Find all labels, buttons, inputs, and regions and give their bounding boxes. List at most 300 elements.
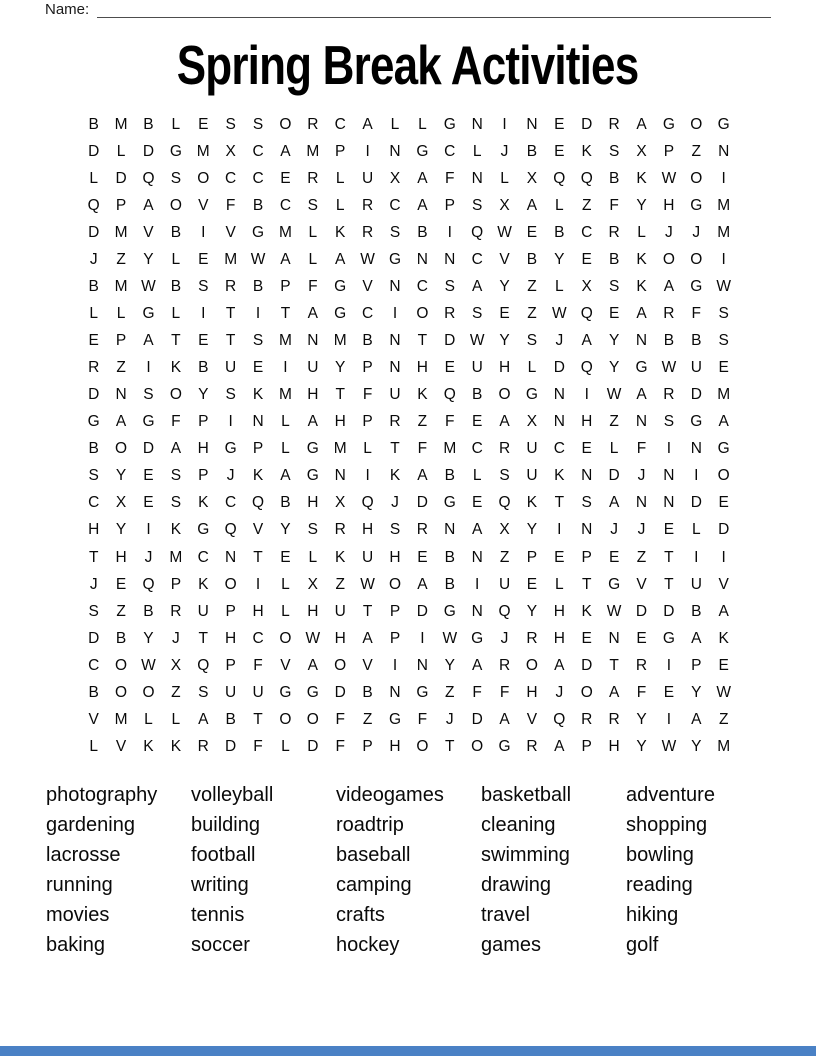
grid-cell: B (526, 251, 538, 268)
grid-cell: I (392, 305, 398, 323)
grid-cell: Y (554, 251, 565, 268)
grid-cell: N (225, 548, 237, 566)
word-list-item: baking (46, 934, 105, 956)
grid-cell: P (362, 413, 373, 431)
grid-cell: R (334, 521, 346, 539)
grid-cell: U (362, 169, 374, 187)
grid-cell: R (307, 115, 319, 133)
grid-cell: W (606, 602, 622, 620)
grid-cell: T (88, 548, 99, 566)
grid-cell: W (141, 656, 156, 674)
grid-cell: L (390, 115, 400, 133)
word-list-item: drawing (481, 874, 552, 896)
grid-cell: B (143, 115, 154, 133)
grid-cell: O (416, 305, 429, 323)
grid-cell: N (635, 494, 648, 512)
word-list-item: tennis (191, 904, 245, 926)
grid-cell: M (224, 251, 238, 268)
grid-cell: G (717, 115, 730, 133)
grid-cell: B (170, 278, 182, 296)
grid-cell: N (115, 386, 127, 404)
grid-cell: C (471, 251, 483, 268)
grid-cell: V (362, 656, 373, 674)
grid-cell: H (307, 602, 319, 620)
grid-cell: K (526, 494, 538, 512)
grid-cell: A (417, 467, 428, 485)
grid-cell: A (691, 710, 702, 728)
grid-cell: C (334, 115, 346, 133)
grid-cell: P (225, 656, 236, 674)
grid-cell: W (716, 683, 731, 701)
grid-cell: X (335, 494, 346, 512)
grid-cell: Z (581, 196, 592, 214)
grid-cell: J (637, 521, 646, 539)
grid-cell: G (635, 359, 648, 377)
grid-cell: A (471, 278, 483, 296)
grid-cell: B (554, 223, 565, 241)
grid-cell: A (417, 169, 428, 187)
grid-cell: A (608, 683, 620, 701)
grid-cell: S (170, 494, 182, 512)
grid-cell: D (88, 142, 100, 160)
grid-cell: S (198, 683, 209, 701)
grid-cell: J (89, 575, 98, 593)
grid-cell: J (500, 629, 509, 647)
grid-cell: B (691, 602, 702, 620)
grid-cell: R (197, 737, 209, 755)
grid-cell: O (306, 710, 319, 728)
grid-cell: I (146, 521, 151, 539)
grid-cell: E (581, 251, 592, 268)
grid-cell: B (280, 494, 291, 512)
grid-cell: N (553, 386, 565, 404)
grid-cell: B (88, 115, 99, 133)
grid-cell: C (416, 278, 428, 296)
grid-cell: S (718, 332, 729, 350)
grid-cell: L (171, 251, 181, 268)
grid-cell: I (365, 142, 370, 160)
grid-cell: L (116, 142, 126, 160)
grid-cell: E (198, 115, 209, 133)
grid-cell: I (502, 115, 507, 133)
grid-cell: F (636, 683, 647, 701)
grid-cell: N (444, 521, 456, 539)
grid-cell: R (608, 223, 620, 241)
word-list-item: golf (626, 934, 659, 956)
grid-cell: C (252, 169, 264, 187)
grid-cell: K (252, 467, 264, 485)
grid-cell: V (280, 656, 291, 674)
grid-cell: R (498, 440, 511, 458)
grid-cell: X (307, 575, 318, 593)
grid-cell: V (115, 737, 127, 755)
grid-cell: R (307, 169, 319, 187)
grid-cell: P (362, 737, 373, 755)
grid-cell: L (89, 169, 98, 187)
grid-cell: P (444, 196, 455, 214)
grid-cell: N (471, 602, 483, 620)
grid-cell: H (553, 602, 565, 620)
grid-cell: G (252, 223, 265, 241)
grid-cell: D (307, 737, 319, 755)
grid-cell: P (115, 196, 127, 214)
grid-cell: J (144, 548, 153, 566)
grid-cell: L (363, 440, 372, 458)
grid-cell: M (114, 710, 128, 728)
grid-cell: T (417, 332, 428, 350)
grid-cell: X (499, 521, 510, 539)
grid-cell: A (554, 656, 565, 674)
grid-cell: Y (198, 386, 209, 404)
grid-cell: V (362, 278, 373, 296)
grid-cell: M (717, 223, 731, 241)
grid-cell: W (360, 575, 375, 593)
grid-cell: Y (444, 656, 455, 674)
word-list-item: cleaning (481, 814, 556, 836)
grid-cell: M (169, 548, 183, 566)
grid-cell: S (307, 196, 318, 214)
grid-cell: B (362, 683, 373, 701)
grid-cell: G (279, 683, 292, 701)
grid-cell: J (500, 142, 509, 160)
grid-cell: E (88, 332, 99, 350)
grid-cell: C (581, 223, 593, 241)
grid-cell: C (279, 196, 292, 214)
grid-cell: P (389, 629, 401, 647)
grid-cell: K (335, 548, 346, 566)
word-list-item: reading (626, 874, 693, 896)
grid-cell: M (278, 386, 292, 404)
grid-cell: A (663, 278, 675, 296)
grid-cell: F (636, 440, 647, 458)
grid-cell: F (691, 305, 702, 323)
grid-cell: J (171, 629, 180, 647)
grid-cell: L (335, 196, 345, 214)
grid-cell: L (89, 305, 98, 323)
grid-cell: O (142, 683, 155, 701)
grid-cell: D (581, 115, 593, 133)
grid-cell: I (146, 359, 151, 377)
grid-cell: G (224, 440, 237, 458)
grid-cell: A (362, 115, 373, 133)
grid-cell: N (471, 115, 483, 133)
grid-cell: R (225, 278, 237, 296)
word-list-item: building (191, 814, 260, 836)
grid-cell: E (143, 494, 154, 512)
grid-cell: G (443, 494, 456, 512)
grid-cell: T (664, 548, 674, 566)
grid-cell: R (444, 305, 456, 323)
grid-cell: W (497, 223, 512, 241)
grid-cell: U (334, 602, 346, 620)
grid-cell: P (198, 413, 209, 431)
word-list-item: football (191, 844, 256, 866)
grid-cell: D (581, 656, 593, 674)
grid-cell: G (416, 683, 429, 701)
grid-cell: Q (361, 494, 374, 512)
grid-cell: K (718, 629, 729, 647)
grid-cell: C (444, 142, 456, 160)
grid-cell: S (198, 278, 209, 296)
grid-cell: O (115, 683, 128, 701)
grid-cell: G (443, 115, 456, 133)
grid-cell: X (581, 278, 592, 296)
grid-cell: T (335, 386, 345, 404)
grid-cell: A (499, 413, 510, 431)
grid-cell: K (252, 386, 264, 404)
grid-cell: E (608, 305, 620, 323)
grid-cell: M (278, 223, 292, 241)
grid-cell: Z (718, 710, 729, 728)
grid-cell: T (253, 710, 263, 728)
grid-cell: S (608, 142, 620, 160)
grid-cell: O (690, 169, 703, 187)
grid-cell: D (88, 223, 100, 241)
grid-cell: A (417, 196, 428, 214)
grid-cell: A (335, 251, 346, 268)
grid-cell: I (201, 223, 206, 241)
word-list-item: crafts (336, 904, 385, 926)
grid-cell: B (526, 142, 538, 160)
grid-cell: P (280, 278, 291, 296)
grid-cell: G (334, 305, 347, 323)
grid-cell: N (389, 332, 401, 350)
grid-cell: C (471, 440, 483, 458)
grid-cell: F (253, 737, 263, 755)
grid-cell: D (635, 602, 648, 620)
grid-cell: A (526, 196, 538, 214)
grid-cell: I (283, 359, 288, 377)
grid-cell: Y (499, 278, 510, 296)
grid-cell: X (225, 142, 236, 160)
grid-cell: Z (116, 359, 126, 377)
grid-cell: N (581, 467, 593, 485)
grid-cell: Y (280, 521, 291, 539)
grid-cell: O (690, 251, 703, 268)
grid-cell: I (392, 656, 398, 674)
grid-cell: N (635, 332, 648, 350)
grid-cell: F (445, 169, 455, 187)
grid-cell: V (198, 196, 209, 214)
grid-cell: B (444, 575, 455, 593)
grid-cell: E (718, 494, 729, 512)
grid-cell: R (526, 629, 538, 647)
grid-cell: K (198, 494, 209, 512)
grid-cell: Q (142, 575, 155, 593)
grid-cell: T (554, 494, 565, 512)
grid-cell: Y (335, 359, 346, 377)
grid-cell: S (225, 115, 236, 133)
grid-cell: Z (691, 142, 702, 160)
grid-cell: E (554, 548, 565, 566)
grid-cell: D (115, 169, 127, 187)
grid-cell: Z (362, 710, 373, 728)
grid-cell: G (690, 413, 703, 431)
grid-cell: Q (498, 494, 511, 512)
grid-cell: M (717, 386, 731, 404)
grid-cell: H (581, 413, 593, 431)
grid-cell: L (335, 169, 345, 187)
grid-cell: J (445, 710, 454, 728)
grid-cell: A (280, 251, 291, 268)
grid-cell: G (142, 413, 155, 431)
grid-cell: O (662, 251, 675, 268)
grid-cell: A (718, 602, 729, 620)
grid-cell: H (526, 683, 538, 701)
grid-cell: S (252, 115, 264, 133)
grid-cell: C (197, 548, 209, 566)
grid-cell: X (499, 196, 510, 214)
grid-cell: E (581, 629, 592, 647)
grid-cell: F (417, 440, 428, 458)
grid-cell: W (305, 629, 321, 647)
grid-cell: K (636, 169, 647, 187)
grid-cell: O (169, 196, 182, 214)
grid-cell: I (557, 521, 562, 539)
grid-cell: R (663, 386, 675, 404)
grid-cell: S (170, 169, 182, 187)
word-list-item: bowling (626, 844, 694, 866)
grid-cell: G (334, 278, 347, 296)
grid-cell: B (252, 278, 264, 296)
grid-cell: T (171, 332, 181, 350)
grid-cell: E (554, 142, 565, 160)
grid-cell: C (252, 142, 264, 160)
grid-cell: T (609, 656, 619, 674)
grid-cell: P (335, 142, 346, 160)
grid-cell: A (417, 575, 428, 593)
grid-cell: B (143, 602, 154, 620)
grid-cell: P (115, 332, 127, 350)
grid-cell: M (333, 332, 347, 350)
grid-cell: M (114, 223, 128, 241)
grid-cell: K (636, 278, 647, 296)
grid-cell: F (225, 196, 236, 214)
grid-cell: K (554, 467, 565, 485)
grid-cell: L (527, 359, 537, 377)
grid-cell: H (553, 629, 565, 647)
grid-cell: W (661, 169, 677, 187)
grid-cell: P (225, 602, 236, 620)
grid-cell: M (717, 737, 731, 755)
grid-cell: F (308, 278, 318, 296)
grid-cell: E (526, 575, 538, 593)
grid-cell: Z (636, 548, 647, 566)
grid-cell: J (89, 251, 98, 268)
grid-cell: Y (636, 737, 647, 755)
grid-cell: D (416, 494, 428, 512)
grid-cell: L (171, 710, 181, 728)
grid-cell: V (526, 710, 538, 728)
footer-accent-bar (0, 1046, 816, 1056)
grid-cell: A (471, 656, 483, 674)
grid-cell: E (581, 440, 592, 458)
grid-cell: L (472, 142, 482, 160)
grid-cell: I (420, 629, 425, 647)
grid-cell: C (225, 169, 237, 187)
grid-cell: N (718, 142, 730, 160)
grid-cell: A (280, 142, 291, 160)
grid-cell: Y (143, 251, 154, 268)
grid-cell: N (389, 278, 401, 296)
grid-cell: A (471, 521, 483, 539)
grid-cell: O (279, 115, 292, 133)
grid-cell: B (444, 548, 455, 566)
grid-cell: A (307, 413, 318, 431)
grid-cell: S (307, 521, 318, 539)
grid-cell: S (581, 494, 592, 512)
grid-cell: B (252, 196, 264, 214)
grid-cell: R (362, 196, 374, 214)
grid-cell: L (171, 305, 181, 323)
grid-cell: I (694, 467, 699, 485)
grid-cell: W (661, 359, 677, 377)
grid-cell: L (637, 223, 646, 241)
grid-cell: F (362, 386, 373, 404)
grid-cell: B (608, 169, 620, 187)
grid-cell: M (114, 115, 128, 133)
grid-cell: S (143, 386, 154, 404)
grid-cell: J (555, 683, 564, 701)
grid-cell: A (307, 305, 318, 323)
grid-cell: R (663, 305, 675, 323)
grid-cell: S (170, 467, 182, 485)
grid-cell: L (609, 440, 619, 458)
grid-cell: F (499, 683, 510, 701)
grid-cell: R (416, 521, 428, 539)
grid-cell: G (443, 602, 456, 620)
word-list-column (626, 780, 786, 960)
grid-cell: M (443, 440, 457, 458)
grid-cell: E (499, 305, 510, 323)
grid-cell: B (608, 251, 620, 268)
grid-cell: X (526, 169, 538, 187)
grid-cell: B (691, 332, 702, 350)
grid-cell: S (718, 305, 729, 323)
grid-cell: K (389, 467, 401, 485)
grid-cell: S (471, 305, 483, 323)
grid-cell: C (252, 629, 264, 647)
word-list-item: photography (46, 784, 158, 806)
grid-cell: B (362, 332, 373, 350)
grid-cell: F (417, 710, 428, 728)
grid-cell: T (225, 332, 236, 350)
grid-cell: M (333, 440, 347, 458)
grid-cell: G (525, 386, 538, 404)
grid-cell: O (580, 683, 593, 701)
grid-cell: E (280, 169, 291, 187)
grid-cell: L (89, 737, 98, 755)
grid-cell: H (608, 737, 620, 755)
grid-cell: A (691, 629, 702, 647)
grid-cell: M (717, 196, 731, 214)
grid-cell: U (252, 683, 264, 701)
grid-cell: C (553, 440, 565, 458)
grid-cell: H (389, 737, 401, 755)
word-list-item: soccer (191, 934, 250, 956)
grid-cell: H (389, 548, 401, 566)
grid-cell: N (307, 332, 319, 350)
grid-cell: Y (526, 602, 538, 620)
grid-cell: L (144, 710, 153, 728)
grid-cell: S (608, 278, 620, 296)
grid-cell: A (307, 656, 318, 674)
grid-cell: U (225, 359, 237, 377)
grid-cell: G (388, 710, 402, 728)
grid-cell: I (584, 386, 589, 404)
grid-cell: P (389, 602, 401, 620)
grid-cell: V (499, 251, 510, 268)
